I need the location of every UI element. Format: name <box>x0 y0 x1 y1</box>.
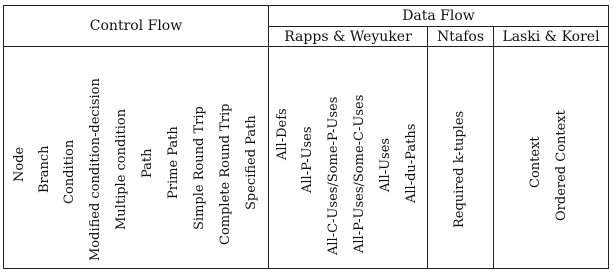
criterion-node: Node <box>12 146 27 182</box>
criterion-multiple-condition: Multiple condition <box>114 108 129 230</box>
criterion-required-k-tuples: Required k-tuples <box>452 110 467 228</box>
criterion-condition: Condition <box>62 139 77 204</box>
table-left-border <box>3 5 4 269</box>
criterion-all-p-uses: All-P-Uses <box>300 126 315 193</box>
criterion-ordered-context: Ordered Context <box>554 110 569 221</box>
table-bottom-rule <box>3 268 609 269</box>
criterion-modified-condition-decision: Modified condition-decision <box>88 78 103 261</box>
criterion-path: Path <box>140 148 155 178</box>
table-right-border <box>608 5 609 269</box>
criterion-all-p-uses-some-c-uses: All-P-Uses/Some-C-Uses <box>352 94 367 253</box>
criterion-specified-path: Specified Path <box>244 115 259 210</box>
criterion-all-du-paths: All-du-Paths <box>404 123 419 203</box>
criterion-all-c-uses-some-p-uses: All-C-Uses/Some-P-Uses <box>326 96 341 255</box>
criterion-simple-round-trip: Simple Round Trip <box>192 106 207 230</box>
criterion-all-defs: All-Defs <box>275 108 290 160</box>
rapps-ntafos-divider <box>427 26 428 269</box>
rapps-weyuker-header: Rapps & Weyuker <box>284 29 412 45</box>
criterion-all-uses: All-Uses <box>378 137 393 192</box>
criterion-prime-path: Prime Path <box>166 126 181 199</box>
ntafos-header: Ntafos <box>436 29 485 45</box>
laski-korel-header: Laski & Korel <box>502 29 600 45</box>
criterion-complete-round-trip: Complete Round Trip <box>218 103 233 245</box>
criterion-branch: Branch <box>37 145 52 193</box>
control-flow-header: Control Flow <box>89 18 183 34</box>
data-flow-subheader-rule <box>268 26 609 27</box>
ntafos-laski-divider <box>493 26 494 269</box>
header-bottom-rule <box>3 46 609 47</box>
table-top-rule <box>3 5 609 6</box>
data-flow-header: Data Flow <box>402 8 475 24</box>
criterion-context: Context <box>528 136 543 188</box>
